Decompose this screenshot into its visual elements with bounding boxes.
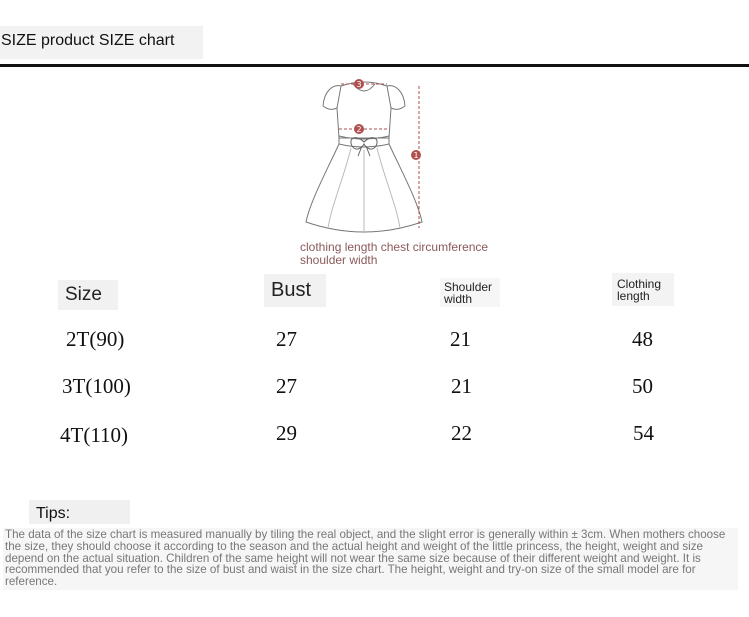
size-cell: 2T(90) <box>66 327 125 351</box>
header-text-line: width <box>444 292 473 306</box>
size-cell: 4T(110) <box>60 423 129 447</box>
svg-text:1: 1 <box>413 151 419 160</box>
column-header-clothing-length <box>612 273 674 306</box>
illustration-caption <box>300 241 500 266</box>
bust-cell: 29 <box>276 421 297 445</box>
shoulder-cell: 21 <box>451 374 472 398</box>
column-header-shoulder-width <box>440 278 500 307</box>
length-cell: 50 <box>632 374 653 398</box>
page-title: SIZE product SIZE chart <box>0 26 203 59</box>
left-sleeve <box>323 86 341 110</box>
shoulder-cell: 21 <box>450 327 471 351</box>
header-divider <box>0 64 749 67</box>
size-cell: 3T(100) <box>62 374 131 398</box>
svg-text:3: 3 <box>356 80 362 89</box>
header-text-line: Clothing <box>617 277 662 291</box>
column-header-size: Size <box>58 280 118 310</box>
length-cell: 48 <box>632 327 653 351</box>
svg-text:2: 2 <box>356 125 362 134</box>
bust-cell: 27 <box>276 374 297 398</box>
tips-text: The data of the size chart is measured manually by tiling the real object, and the slight error is generally within ± 3cm. When mothers choose the size, they should choose it according to the season and the actual height and weight of the little princess, the height, weight and size depend on the actual situation. Children of the same height will not wear the same size because of their different weight and weight. It is recommended that you refer to the size of bust and waist in the size chart. The height, weight and try-on size of the small model are for reference. <box>3 528 738 590</box>
tips-label: Tips: <box>29 500 130 524</box>
column-header-bust: Bust <box>264 274 326 307</box>
right-sleeve <box>387 86 405 110</box>
bust-cell: 27 <box>276 327 297 351</box>
header-text-line: Shoulder <box>444 280 493 294</box>
dress-measurement-icon <box>296 72 434 242</box>
caption-line-2: shoulder width <box>300 252 378 267</box>
header-text-line: length <box>617 289 650 303</box>
length-cell: 54 <box>633 421 654 445</box>
shoulder-cell: 22 <box>451 421 472 445</box>
caption-line-1: clothing length chest circumference <box>300 240 489 254</box>
